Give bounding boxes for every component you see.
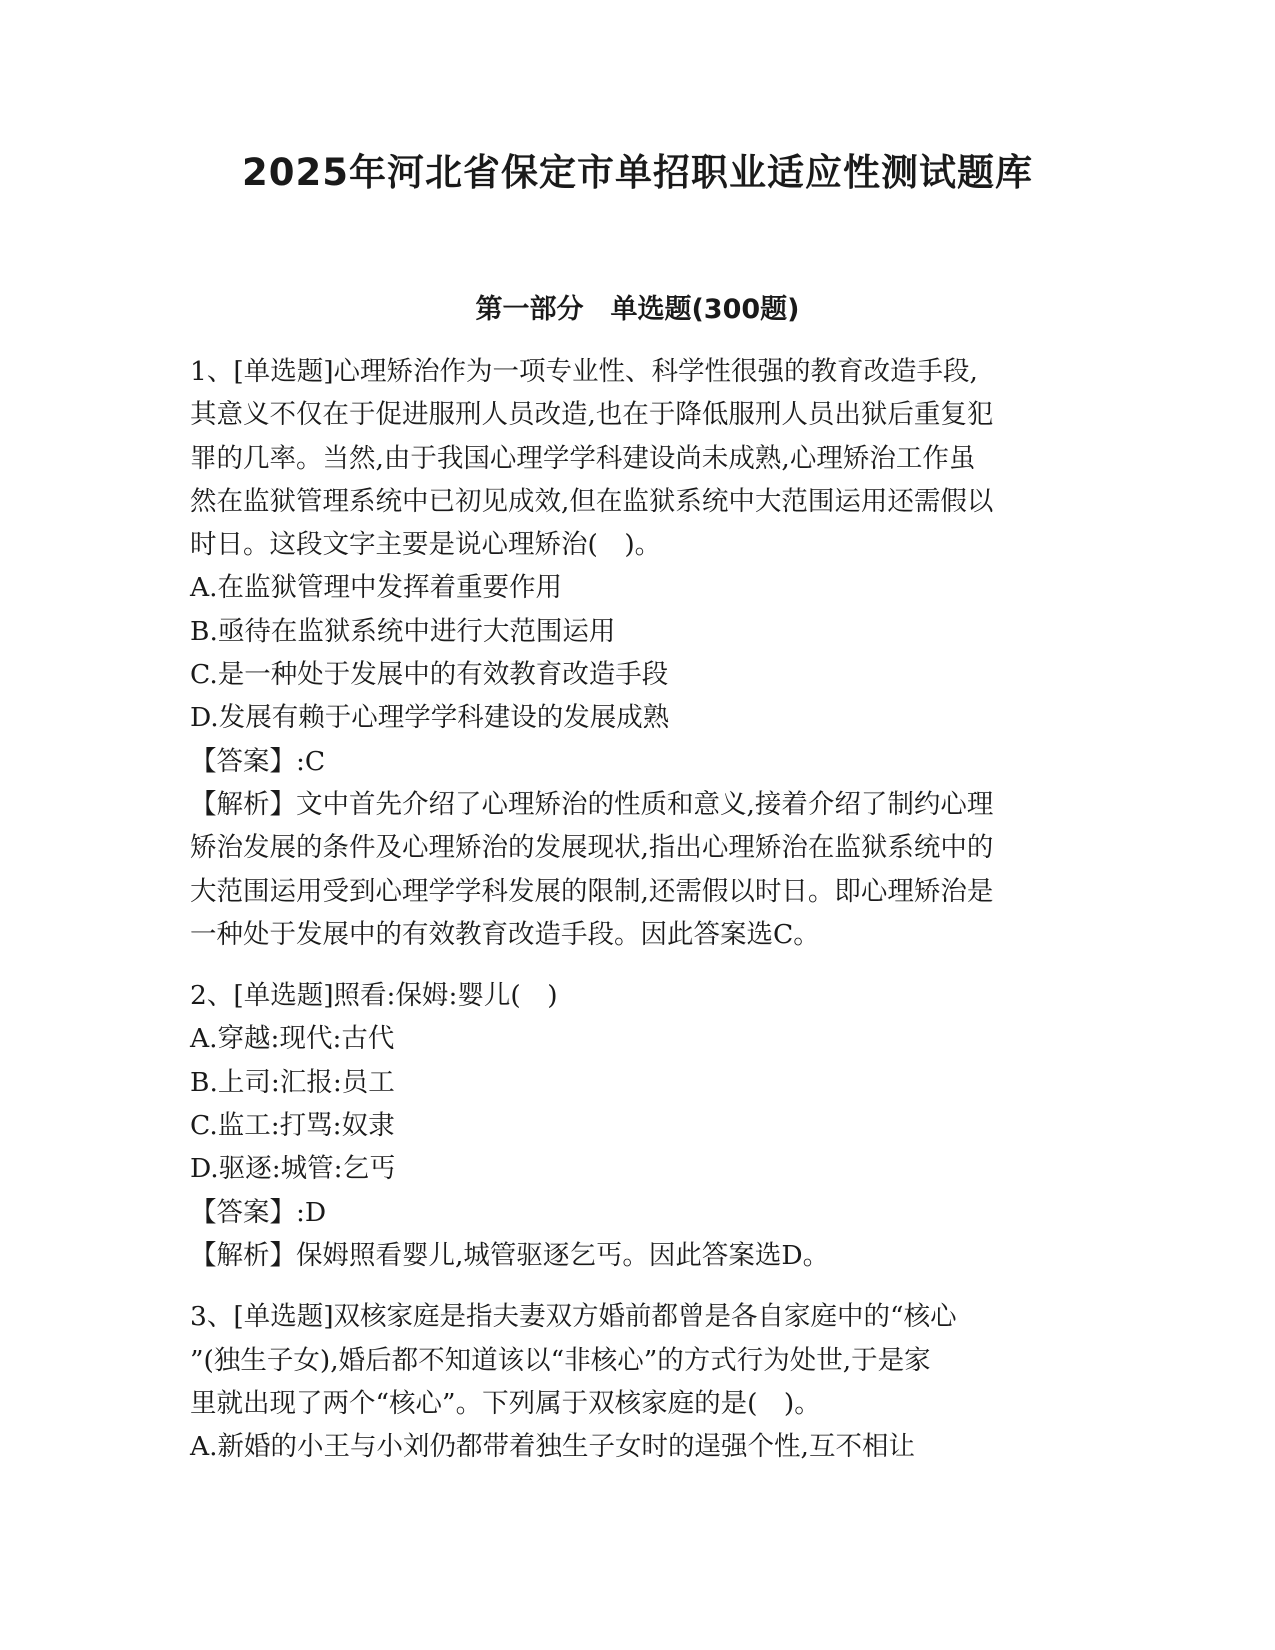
- question-stem-line: 里就出现了两个“核心”。下列属于双核家庭的是( )。: [190, 1387, 821, 1419]
- answer-line: 【答案】:D: [190, 1196, 327, 1228]
- question-3: [190, 1295, 1070, 1468]
- option-b: B.上司:汇报:员工: [190, 1066, 395, 1098]
- option-c: C.监工:打骂:奴隶: [190, 1110, 395, 1142]
- analysis-line: 【解析】保姆照看婴儿,城管驱逐乞丐。因此答案选D。: [190, 1239, 830, 1271]
- option-b: B.亟待在监狱系统中进行大范围运用: [190, 615, 616, 647]
- question-stem-line: 然在监狱管理系统中已初见成效,但在监狱系统中大范围运用还需假以: [190, 485, 994, 517]
- analysis-line: 矫治发展的条件及心理矫治的发展现状,指出心理矫治在监狱系统中的: [190, 832, 994, 864]
- document-title: 2025年河北省保定市单招职业适应性测试题库: [242, 151, 1033, 194]
- option-a: A.在监狱管理中发挥着重要作用: [190, 572, 563, 604]
- question-stem-line: 2、[单选题]照看:保姆:婴儿( ): [190, 980, 558, 1012]
- question-stem-line: 1、[单选题]心理矫治作为一项专业性、科学性很强的教育改造手段,: [190, 356, 978, 387]
- option-a: A.穿越:现代:古代: [190, 1023, 395, 1055]
- question-list: [190, 350, 1070, 1486]
- question-stem-line: 其意义不仅在于促进服刑人员改造,也在于降低服刑人员出狱后重复犯: [190, 399, 994, 431]
- option-d: D.驱逐:城管:乞丐: [190, 1153, 396, 1185]
- question-2: [190, 974, 1070, 1277]
- question-stem-line: 3、[单选题]双核家庭是指夫妻双方婚前都曾是各自家庭中的“核心: [190, 1301, 957, 1333]
- question-1: [190, 350, 1070, 956]
- section-title: 第一部分 单选题(300题): [475, 294, 800, 325]
- question-stem-line: ”(独生子女),婚后都不知道该以“非核心”的方式行为处世,于是家: [190, 1344, 931, 1376]
- answer-line: 【答案】:C: [190, 745, 326, 777]
- option-a: A.新婚的小王与小刘仍都带着独生子女时的逞强个性,互不相让: [190, 1431, 915, 1463]
- analysis: [190, 783, 1070, 956]
- analysis-line: 【解析】文中首先介绍了心理矫治的性质和意义,接着介绍了制约心理: [190, 788, 994, 820]
- question-stem-line: 罪的几率。当然,由于我国心理学学科建设尚未成熟,心理矫治工作虽: [190, 442, 976, 474]
- option-d: D.发展有赖于心理学学科建设的发展成熟: [190, 702, 670, 734]
- analysis-line: 一种处于发展中的有效教育改造手段。因此答案选C。: [190, 918, 820, 950]
- analysis-line: 大范围运用受到心理学学科发展的限制,还需假以时日。即心理矫治是: [190, 875, 994, 907]
- option-c: C.是一种处于发展中的有效教育改造手段: [190, 659, 669, 691]
- question-stem-line: 时日。这段文字主要是说心理矫治( )。: [190, 529, 662, 561]
- question-stem: [190, 350, 1070, 566]
